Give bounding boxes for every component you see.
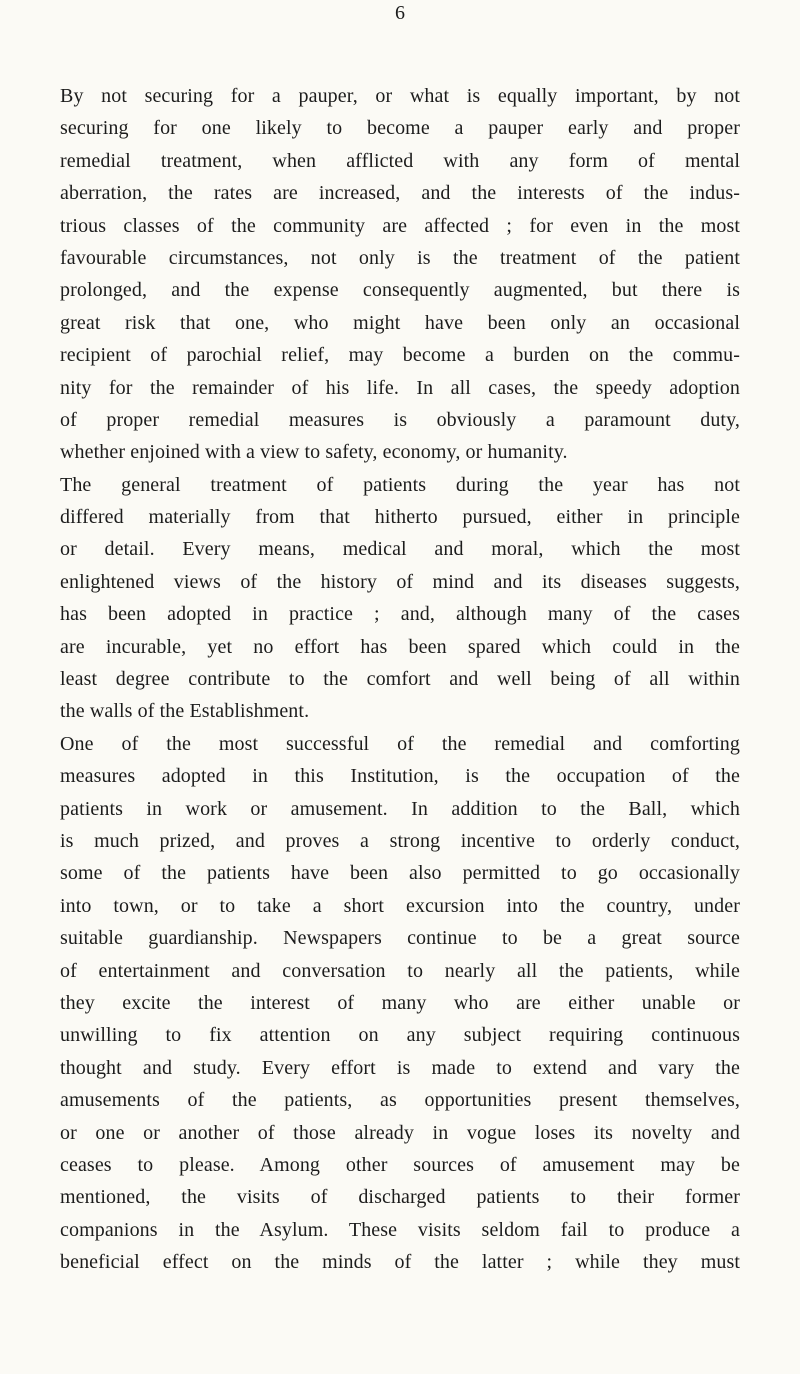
text-line: some of the patients have been also permitted to go occasionally: [60, 862, 740, 885]
text-line: of entertainment and conversation to nearly all the patients, while: [60, 959, 740, 982]
text-line: aberration, the rates are increased, and the interests of the indus-: [60, 182, 740, 205]
text-line: enlightened views of the history of mind and its diseases suggests,: [60, 570, 740, 593]
text-line: are incurable, yet no effort has been spared which could in the: [60, 635, 740, 658]
paragraph-start-line: One of the most successful of the remedial and comforting: [60, 732, 740, 755]
text-line: least degree contribute to the comfort and well being of all within: [60, 668, 740, 691]
text-line: the walls of the Establishment.: [60, 700, 310, 723]
text-line: or detail. Every means, medical and moral, which the most: [60, 538, 740, 561]
text-line: into town, or to take a short excursion into the country, under: [60, 894, 740, 917]
text-line: mentioned, the visits of discharged patients to their former: [60, 1186, 740, 1209]
text-line: differed materially from that hitherto pursued, either in principle: [60, 506, 740, 529]
text-line: nity for the remainder of his life. In all cases, the speedy adoption: [60, 376, 740, 399]
page-number: 6: [395, 2, 405, 24]
text-line: companions in the Asylum. These visits seldom fail to produce a: [60, 1218, 740, 1241]
text-line: measures adopted in this Institution, is the occupation of the: [60, 765, 740, 788]
text-line: remedial treatment, when afflicted with any form of mental: [60, 149, 740, 172]
text-line: patients in work or amusement. In addition to the Ball, which: [60, 797, 740, 820]
text-line: prolonged, and the expense consequently augmented, but there is: [60, 279, 740, 302]
text-line: By not securing for a pauper, or what is equally important, by not: [60, 85, 740, 107]
text-line: favourable circumstances, not only is the treatment of the patient: [60, 246, 740, 269]
text-line: is much prized, and proves a strong incentive to orderly conduct,: [60, 829, 740, 852]
text-line: amusements of the patients, as opportunities present themselves,: [60, 1089, 740, 1112]
text-line: thought and study. Every effort is made to extend and vary the: [60, 1056, 740, 1079]
text-line: beneficial effect on the minds of the latter ; while they must: [60, 1251, 740, 1274]
text-line: suitable guardianship. Newspapers continue to be a great source: [60, 927, 740, 950]
text-line: unwilling to fix attention on any subject requiring continuous: [60, 1024, 740, 1047]
text-line: great risk that one, who might have been only an occasional: [60, 311, 740, 334]
paragraph-start-line: The general treatment of patients during the year has not: [60, 473, 740, 496]
text-line: securing for one likely to become a pauper early and proper: [60, 117, 740, 140]
text-line: recipient of parochial relief, may become a burden on the commu-: [60, 344, 740, 367]
text-line: or one or another of those already in vogue loses its novelty and: [60, 1121, 740, 1144]
text-line: has been adopted in practice ; and, although many of the cases: [60, 603, 740, 626]
body-text: [60, 80, 740, 1278]
text-line: whether enjoined with a view to safety, economy, or humanity.: [60, 441, 568, 464]
text-line: trious classes of the community are affected ; for even in the most: [60, 214, 740, 237]
text-line: of proper remedial measures is obviously a paramount duty,: [60, 408, 740, 431]
text-line: they excite the interest of many who are either unable or: [60, 991, 740, 1014]
text-line: ceases to please. Among other sources of amusement may be: [60, 1153, 740, 1176]
